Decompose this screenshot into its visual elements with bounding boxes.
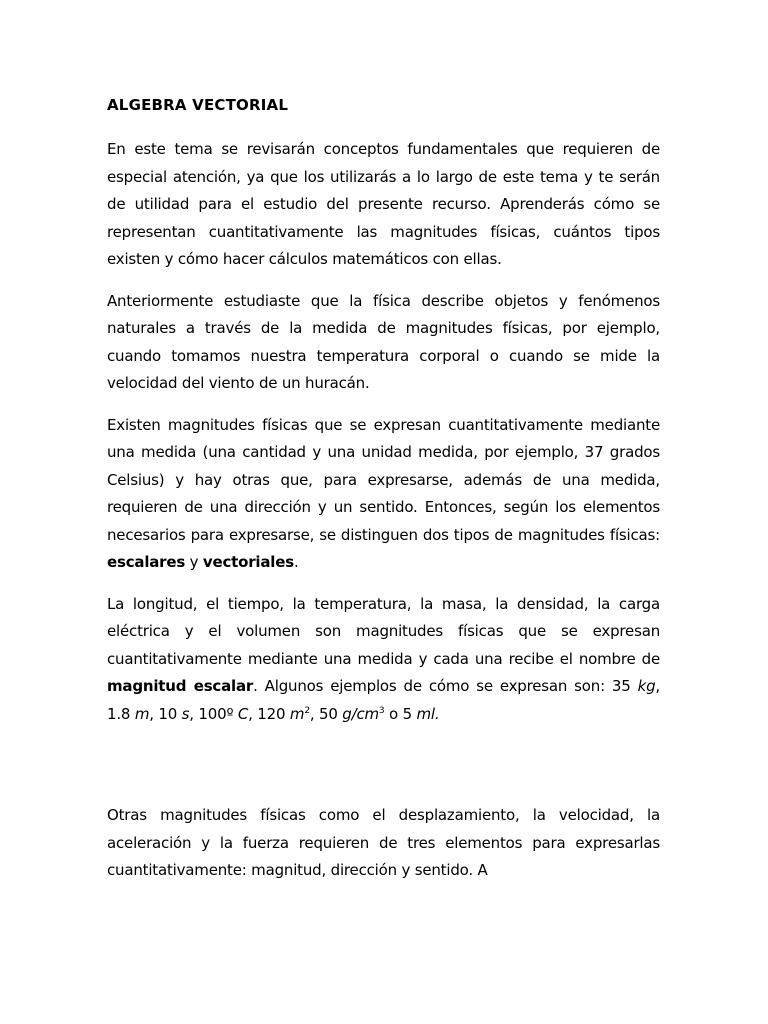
paragraph-text: La longitud, el tiempo, la temperatura, la masa, la densidad, la carga eléctrica y el volumen son magnitudes físicas que se expresan cuantitativamente mediante una medida y cada una recibe el nombre de [107, 594, 660, 668]
example-unit: kg [637, 677, 656, 695]
example-unit: ml. [416, 704, 440, 723]
document-title: ALGEBRA VECTORIAL [107, 96, 289, 114]
example-unit: m [289, 704, 305, 723]
paragraph-text: Existen magnitudes físicas que se expresan cuantitativamente mediante una medida (una cantidad y una unidad medida, por ejemplo, 37 grados Celsius) y hay otras que, para expresarse, además de una medida, requieren de una dirección y un sentido. Entonces, según los elementos necesarios para expresarse, se distinguen dos tipos de magnitudes físicas: [107, 415, 660, 544]
paragraph-joiner: y [185, 553, 203, 571]
term-vectoriales: vectoriales [202, 553, 294, 571]
example-superscript: 3 [378, 705, 385, 716]
paragraph-vector-magnitudes: Otras magnitudes físicas como el desplazamiento, la velocidad, la aceleración y la fuerza requieren de tres elementos para expresarlas cuantitativamente: magnitud, dirección y sentido. A [107, 806, 660, 879]
term-escalares: escalares [107, 553, 186, 571]
example-number: , 100º [189, 704, 238, 723]
example-number: , 1.8 [107, 677, 660, 723]
example-unit: s [181, 704, 190, 723]
example-superscript: 2 [304, 705, 310, 716]
document-page [107, 92, 660, 899]
paragraph-intro: En este tema se revisarán conceptos fundamentales que requieren de especial atención, ya que los utilizarás a lo largo de este tema y te serán de utilidad para el estudio del presente recurso. Aprenderás cómo se representan cuantitativamente las magnitudes físicas, cuántos tipos existen y cómo hacer cálculos matemáticos con ellas. [107, 140, 660, 268]
paragraph-magnitude-types [107, 412, 660, 577]
example-number: , 10 [149, 704, 182, 723]
example-number: 35 [611, 677, 638, 695]
paragraph-previous-study: Anteriormente estudiaste que la física describe objetos y fenómenos naturales a través de la medida de magnitudes físicas, por ejemplo, cuando tomamos nuestra temperatura corporal o cuando se mide la velocidad del viento de un huracán. [107, 291, 660, 392]
example-number: o 5 [384, 704, 417, 723]
example-number: , 120 [248, 704, 290, 723]
paragraph-end: . [293, 553, 299, 571]
example-unit: C [237, 704, 249, 723]
example-unit: g/cm [342, 704, 379, 723]
example-number: , 50 [309, 704, 343, 723]
term-magnitud-escalar: magnitud escalar [107, 677, 254, 695]
paragraph-scalar-magnitudes [107, 591, 660, 729]
blank-space [107, 742, 660, 802]
paragraph-text-after: . Algunos ejemplos de cómo se expresan son: [253, 677, 612, 695]
example-unit: m [134, 704, 150, 723]
